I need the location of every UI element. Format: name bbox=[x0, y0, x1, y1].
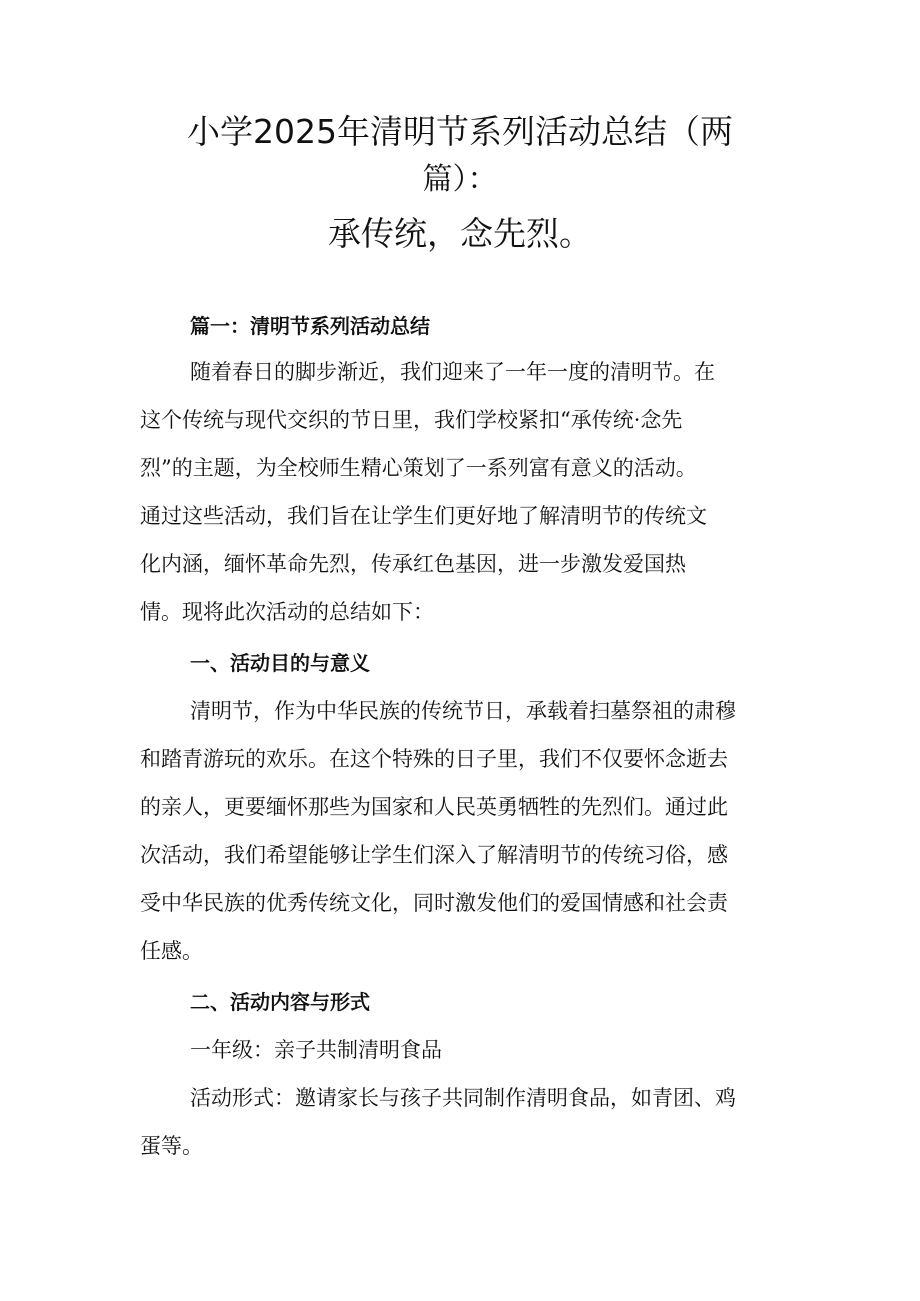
paragraph-line: 次活动，我们希望能够让学生们深入了解清明节的传统习俗，感 bbox=[140, 843, 728, 867]
document-title-line-1: 小学2025年清明节系列活动总结（两 bbox=[187, 112, 733, 151]
paragraph-line: 情。现将此次活动的总结如下： bbox=[140, 600, 434, 624]
subsection-heading: 一、活动目的与意义 bbox=[190, 651, 370, 675]
paragraph-line: 活动形式：邀请家长与孩子共同制作清明食品，如青团、鸡 bbox=[190, 1086, 736, 1110]
paragraph-line: 烈”的主题，为全校师生精心策划了一系列富有意义的活动。 bbox=[140, 456, 697, 480]
paragraph-line: 受中华民族的优秀传统文化，同时激发他们的爱国情感和社会责 bbox=[140, 891, 728, 915]
document-title-line-2: 篇）： bbox=[422, 162, 498, 197]
paragraph-line: 通过这些活动，我们旨在让学生们更好地了解清明节的传统文 bbox=[140, 504, 707, 528]
paragraph-line: 的亲人，更要缅怀那些为国家和人民英勇牺牲的先烈们。通过此 bbox=[140, 795, 728, 819]
paragraph-line: 随着春日的脚步渐近，我们迎来了一年一度的清明节。在 bbox=[190, 360, 715, 384]
paragraph-line: 任感。 bbox=[140, 939, 203, 963]
document-subtitle: 承传统，念先烈。 bbox=[328, 214, 592, 253]
paragraph-line: 和踏青游玩的欢乐。在这个特殊的日子里，我们不仅要怀念逝去 bbox=[140, 747, 728, 771]
paragraph-line: 这个传统与现代交织的节日里，我们学校紧扣“承传统·念先 bbox=[140, 408, 683, 432]
paragraph-line: 蛋等。 bbox=[140, 1134, 203, 1158]
paragraph-line: 一年级：亲子共制清明食品 bbox=[190, 1038, 442, 1062]
paragraph-line: 清明节，作为中华民族的传统节日，承载着扫墓祭祖的肃穆 bbox=[190, 699, 736, 723]
section-heading: 篇一：清明节系列活动总结 bbox=[190, 314, 430, 338]
paragraph-line: 化内涵，缅怀革命先烈，传承红色基因，进一步激发爱国热 bbox=[140, 552, 686, 576]
subsection-heading: 二、活动内容与形式 bbox=[190, 990, 370, 1014]
